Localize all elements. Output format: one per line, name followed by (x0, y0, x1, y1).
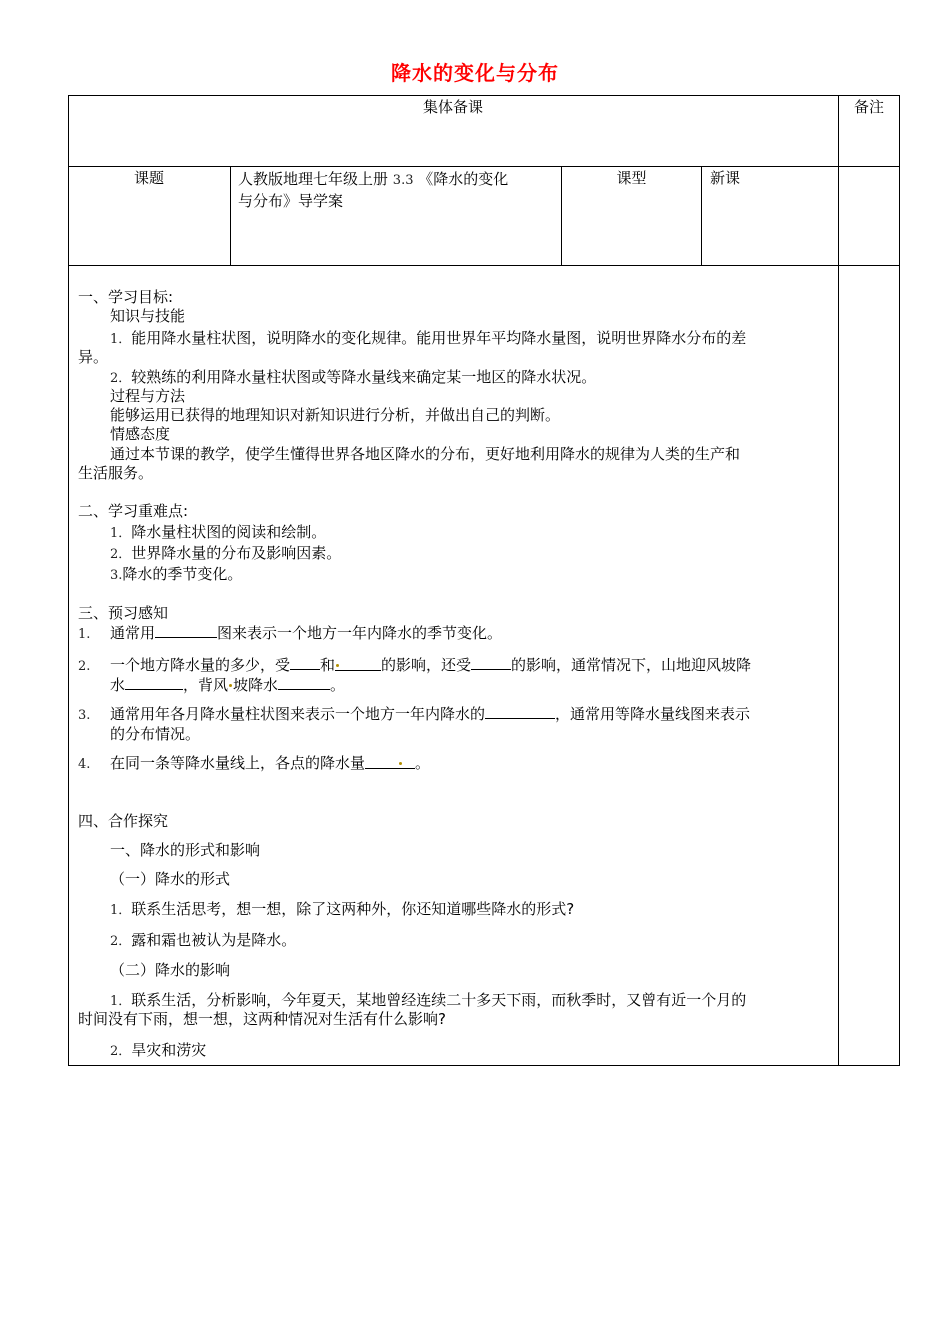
subheading: （二）降水的影响 (110, 961, 231, 979)
answer-blank[interactable] (471, 655, 511, 670)
answer-blank[interactable] (335, 656, 381, 671)
answer-blank[interactable] (125, 675, 183, 690)
table-border-bottom (68, 1065, 900, 1066)
answer-blank[interactable] (278, 675, 330, 690)
list-item: 1．能用降水量柱状图，说明降水的变化规律。能用世界年平均降水量图，说明世界降水分布的差 (110, 329, 747, 347)
section-heading: 二、学习重难点: (78, 502, 189, 520)
section-heading: 一、学习目标: (78, 288, 174, 306)
question-item: 3. 通常用年各月降水量柱状图来表示一个地方一年内降水的 ，通常用等降水量线图来表示 (78, 705, 751, 723)
question-item: 1. 通常用 图来表示一个地方一年内降水的季节变化。 (78, 624, 503, 642)
list-item: 3.降水的季节变化。 (110, 565, 243, 583)
question-continuation: 的分布情况。 (110, 725, 201, 743)
question-continuation: 水 ，背风 坡降水 。 (110, 676, 346, 694)
subheading: 过程与方法 (110, 387, 186, 405)
answer-blank[interactable] (155, 623, 217, 638)
type-label: 课型 (616, 169, 647, 187)
remarks-column-divider (838, 95, 839, 1066)
subheading: 一、降水的形式和影响 (110, 841, 261, 859)
collective-header: 集体备课 (422, 98, 483, 116)
list-item-continuation: 异。 (78, 348, 109, 366)
topic-value: 人教版地理七年级上册 3.3 《降水的变化 与分布》导学案 (238, 170, 509, 210)
section-heading: 四、合作探究 (78, 812, 169, 830)
subheading: 知识与技能 (110, 307, 186, 325)
table-divider (68, 166, 900, 167)
type-value: 新课 (710, 169, 741, 187)
topic-label: 课题 (133, 169, 164, 187)
list-item: 1．联系生活，分析影响，今年夏天，某地曾经连续二十多天下雨，而秋季时，又曾有近一个月的 (110, 991, 747, 1009)
table-divider (701, 166, 702, 265)
subheading: 情感态度 (110, 425, 171, 443)
list-item-continuation: 时间没有下雨，想一想，这两种情况对生活有什么影响? (78, 1010, 446, 1028)
table-divider (230, 166, 231, 265)
list-item: 1．联系生活思考，想一想，除了这两种外，你还知道哪些降水的形式? (110, 900, 575, 918)
paragraph: 能够运用已获得的地理知识对新知识进行分析，并做出自己的判断。 (110, 406, 561, 424)
list-item: 2．较熟练的利用降水量柱状图或等降水量线来确定某一地区的降水状况。 (110, 368, 597, 386)
table-border-left (68, 95, 69, 1066)
answer-blank[interactable] (365, 754, 415, 769)
paragraph-continuation: 生活服务。 (78, 464, 154, 482)
subheading: （一）降水的形式 (110, 870, 231, 888)
question-item: 4. 在同一条等降水量线上，各点的降水量 。 (78, 754, 431, 772)
page-title: 降水的变化与分布 (391, 61, 559, 85)
list-item: 2．世界降水量的分布及影响因素。 (110, 544, 342, 562)
remarks-header: 备注 (853, 98, 884, 116)
table-border-right (899, 95, 900, 1066)
answer-blank[interactable] (290, 655, 320, 670)
list-item: 2．旱灾和涝灾 (110, 1041, 207, 1059)
list-item: 2．露和霜也被认为是降水。 (110, 931, 297, 949)
list-item: 1．降水量柱状图的阅读和绘制。 (110, 523, 327, 541)
table-border-top (68, 95, 900, 96)
table-divider (68, 265, 900, 266)
answer-blank[interactable] (485, 704, 555, 719)
section-heading: 三、预习感知 (78, 604, 169, 622)
question-item: 2. 一个地方降水量的多少，受 和 的影响，还受 的影响，通常情况下，山地迎风坡降 (78, 656, 752, 674)
paragraph: 通过本节课的教学，使学生懂得世界各地区降水的分布，更好地利用降水的规律为人类的生产和 (110, 445, 741, 463)
